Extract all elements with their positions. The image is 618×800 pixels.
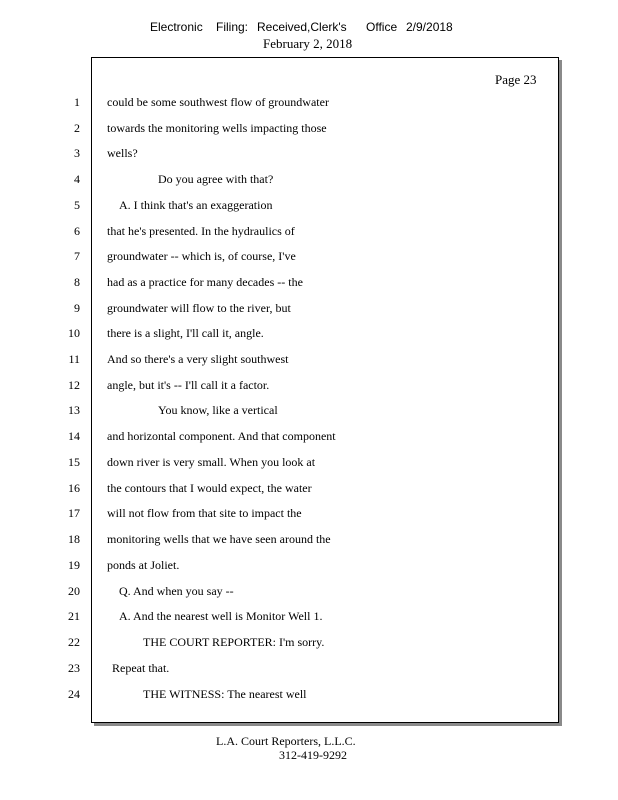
line-number: 4	[74, 172, 80, 186]
line-text: And so there's a very slight southwest	[107, 352, 289, 366]
transcript-line	[0, 95, 618, 115]
transcript-line	[0, 172, 618, 192]
transcript-line	[0, 481, 618, 501]
line-number: 13	[68, 403, 80, 417]
transcript-line	[0, 687, 618, 707]
line-text: there is a slight, I'll call it, angle.	[107, 326, 264, 340]
line-text: and horizontal component. And that component	[107, 429, 336, 443]
line-number: 8	[74, 275, 80, 289]
line-number: 19	[68, 558, 80, 572]
line-text: Repeat that.	[112, 661, 170, 675]
line-number: 17	[68, 506, 80, 520]
line-text: You know, like a vertical	[158, 403, 278, 417]
transcript-line	[0, 532, 618, 552]
line-text: the contours that I would expect, the water	[107, 481, 312, 495]
transcript-line	[0, 249, 618, 269]
transcript-line	[0, 558, 618, 578]
transcript-line	[0, 326, 618, 346]
line-number: 18	[68, 532, 80, 546]
transcript-line	[0, 455, 618, 475]
line-text: that he's presented. In the hydraulics of	[107, 224, 295, 238]
filing-stamp-office: Office	[366, 20, 398, 34]
line-text: THE WITNESS: The nearest well	[143, 687, 307, 701]
line-text: A. And the nearest well is Monitor Well 1.	[119, 609, 323, 623]
transcript-line	[0, 378, 618, 398]
line-number: 10	[68, 326, 80, 340]
filed-date: February 2, 2018	[263, 36, 353, 51]
transcript-line	[0, 506, 618, 526]
line-number: 15	[68, 455, 80, 469]
line-number: 21	[68, 609, 80, 623]
transcript-line	[0, 146, 618, 166]
transcript-line	[0, 429, 618, 449]
line-number: 14	[68, 429, 80, 443]
line-text: could be some southwest flow of groundwater	[107, 95, 329, 109]
line-text: A. I think that's an exaggeration	[119, 198, 273, 212]
line-text: ponds at Joliet.	[107, 558, 180, 572]
transcript-line	[0, 584, 618, 604]
line-text: Do you agree with that?	[158, 172, 274, 186]
line-text: THE COURT REPORTER: I'm sorry.	[143, 635, 325, 649]
transcript-line	[0, 121, 618, 141]
line-number: 2	[74, 121, 80, 135]
line-number: 7	[74, 249, 80, 263]
line-number: 9	[74, 301, 80, 315]
line-text: down river is very small. When you look at	[107, 455, 316, 469]
transcript-line	[0, 275, 618, 295]
transcript-line	[0, 661, 618, 681]
transcript-line	[0, 609, 618, 629]
filing-stamp-electronic: Electronic	[150, 20, 203, 34]
line-text: will not flow from that site to impact the	[107, 506, 302, 520]
line-number: 3	[74, 146, 80, 160]
line-text: angle, but it's -- I'll call it a factor.	[107, 378, 270, 392]
line-number: 6	[74, 224, 80, 238]
line-number: 11	[68, 352, 80, 366]
line-number: 12	[68, 378, 80, 392]
court-reporter-phone: 312-419-9292	[279, 748, 347, 762]
line-number: 20	[68, 584, 80, 598]
line-text: Q. And when you say --	[119, 584, 234, 598]
page-number: Page 23	[495, 72, 537, 87]
line-text: groundwater will flow to the river, but	[107, 301, 291, 315]
line-number: 22	[68, 635, 80, 649]
line-text: towards the monitoring wells impacting those	[107, 121, 327, 135]
line-text: wells?	[107, 146, 138, 160]
transcript-line	[0, 198, 618, 218]
line-number: 16	[68, 481, 80, 495]
line-number: 23	[68, 661, 80, 675]
transcript-line	[0, 224, 618, 244]
transcript-line	[0, 403, 618, 423]
transcript-line	[0, 352, 618, 372]
line-text: had as a practice for many decades -- the	[107, 275, 303, 289]
line-number: 24	[68, 687, 80, 701]
filing-stamp-filing: Filing:	[216, 20, 249, 34]
line-text: monitoring wells that we have seen around the	[107, 532, 331, 546]
transcript-line	[0, 635, 618, 655]
line-text: groundwater -- which is, of course, I've	[107, 249, 296, 263]
filing-stamp-date: 2/9/2018	[406, 20, 453, 34]
line-number: 1	[74, 95, 80, 109]
transcript-line	[0, 301, 618, 321]
filing-stamp-received: Received,Clerk's	[257, 20, 347, 34]
line-number: 5	[74, 198, 80, 212]
court-reporter-name: L.A. Court Reporters, L.L.C.	[216, 734, 356, 748]
